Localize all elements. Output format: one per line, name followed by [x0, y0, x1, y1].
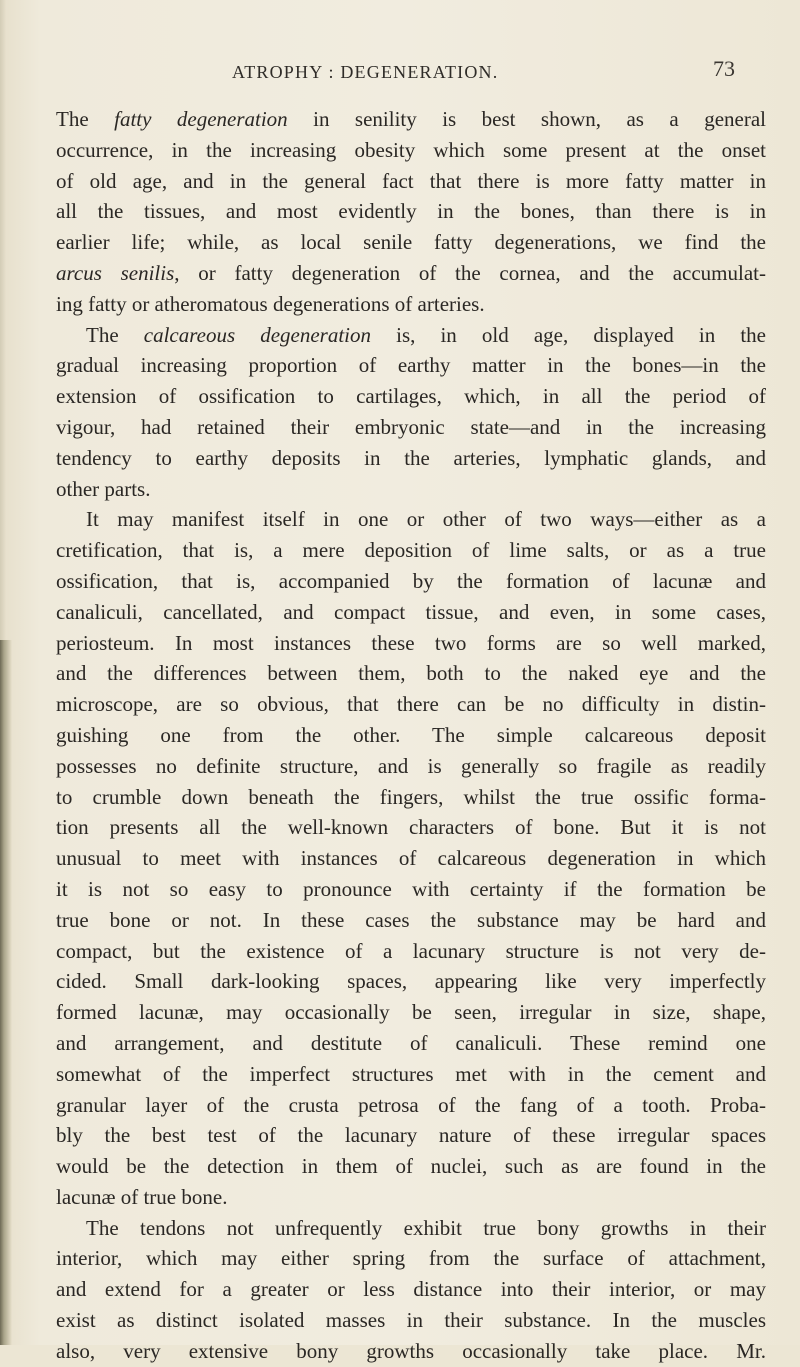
text-line: exist as distinct isolated masses in their substance. In the muscles — [56, 1308, 766, 1333]
text-line: it is not so easy to pronounce with certainty if the formation be — [56, 876, 766, 901]
text-line: microscope, are so obvious, that there can be no difficulty in distin- — [56, 692, 766, 717]
text-line: other parts. — [56, 476, 151, 501]
text-line: somewhat of the imperfect structures met with in the cement and — [56, 1061, 766, 1086]
text-line: earlier life; while, as local senile fatty degenerations, we find the — [56, 230, 766, 255]
text-line: and the differences between them, both to the naked eye and the — [56, 661, 766, 686]
text-line: cided. Small dark-looking spaces, appearing like very imperfectly — [56, 969, 766, 994]
text-line: tendency to earthy deposits in the arteries, lymphatic glands, and — [56, 445, 766, 470]
text-line: ossification, that is, accompanied by the formation of lacunæ and — [56, 568, 766, 593]
text-line: of old age, and in the general fact that there is more fatty matter in — [56, 168, 766, 193]
text-line: It may manifest itself in one or other of two ways—either as a — [86, 507, 766, 532]
text-line: arcus senilis, or fatty degeneration of the cornea, and the accumulat- — [56, 260, 767, 285]
text-line: gradual increasing proportion of earthy matter in the bones—in the — [56, 353, 766, 378]
italic-term: fatty degeneration — [114, 107, 288, 131]
italic-term: arcus senilis — [56, 260, 175, 285]
text-line: bly the best test of the lacunary nature of these irregular spaces — [56, 1123, 766, 1148]
text-line: compact, but the existence of a lacunary structure is not very de- — [56, 938, 766, 963]
text-line: tion presents all the well-known characters of bone. But it is not — [56, 815, 766, 840]
text-line: canaliculi, cancellated, and compact tissue, and even, in some cases, — [56, 599, 766, 624]
page-gutter-shadow — [0, 0, 6, 640]
text-line: formed lacunæ, may occasionally be seen, irregular in size, shape, — [56, 1000, 766, 1025]
text-line: extension of ossification to cartilages, which, in all the period of — [56, 384, 766, 409]
text-line: occurrence, in the increasing obesity which some present at the onset — [56, 137, 766, 162]
text-line: guishing one from the other. The simple calcareous deposit — [56, 722, 766, 747]
text-line: The fatty degeneration in senility is best shown, as a general — [56, 107, 766, 131]
text-line: cretification, that is, a mere deposition of lime salts, or as a true — [56, 538, 766, 563]
running-header: ATROPHY : DEGENERATION. — [232, 62, 499, 82]
text-line: interior, which may either spring from the surface of attachment, — [56, 1246, 766, 1271]
text-line: granular layer of the crusta petrosa of the fang of a tooth. Proba- — [56, 1092, 766, 1117]
text-line: also, very extensive bony growths occasionally take place. Mr. — [56, 1338, 766, 1363]
body-text — [56, 104, 766, 1367]
page-number: 73 — [713, 56, 735, 81]
page-edge-shadow — [0, 640, 12, 1345]
text-line: all the tissues, and most evidently in the bones, than there is in — [56, 199, 766, 224]
text-line: The tendons not unfrequently exhibit true bony growths in their — [86, 1215, 766, 1240]
text-line: The calcareous degeneration is, in old age, displayed in the — [86, 322, 766, 347]
text-line: and arrangement, and destitute of canaliculi. These remind one — [56, 1030, 766, 1055]
text-line: vigour, had retained their embryonic state—and in the increasing — [56, 414, 766, 439]
text-line: true bone or not. In these cases the substance may be hard and — [56, 907, 766, 932]
text-line: periosteum. In most instances these two forms are so well marked, — [56, 630, 766, 655]
text-line: unusual to meet with instances of calcareous degeneration in which — [56, 846, 766, 871]
text-line: lacunæ of true bone. — [56, 1184, 228, 1209]
italic-term: calcareous degeneration — [143, 322, 372, 347]
text-line: ing fatty or atheromatous degenerations of arteries. — [56, 291, 485, 316]
text-line: and extend for a greater or less distance into their interior, or may — [56, 1277, 766, 1302]
text-line: possesses no definite structure, and is generally so fragile as readily — [56, 753, 766, 778]
text-line: would be the detection in them of nuclei, such as are found in the — [56, 1154, 766, 1179]
text-line: to crumble down beneath the fingers, whilst the true ossific forma- — [56, 784, 766, 809]
